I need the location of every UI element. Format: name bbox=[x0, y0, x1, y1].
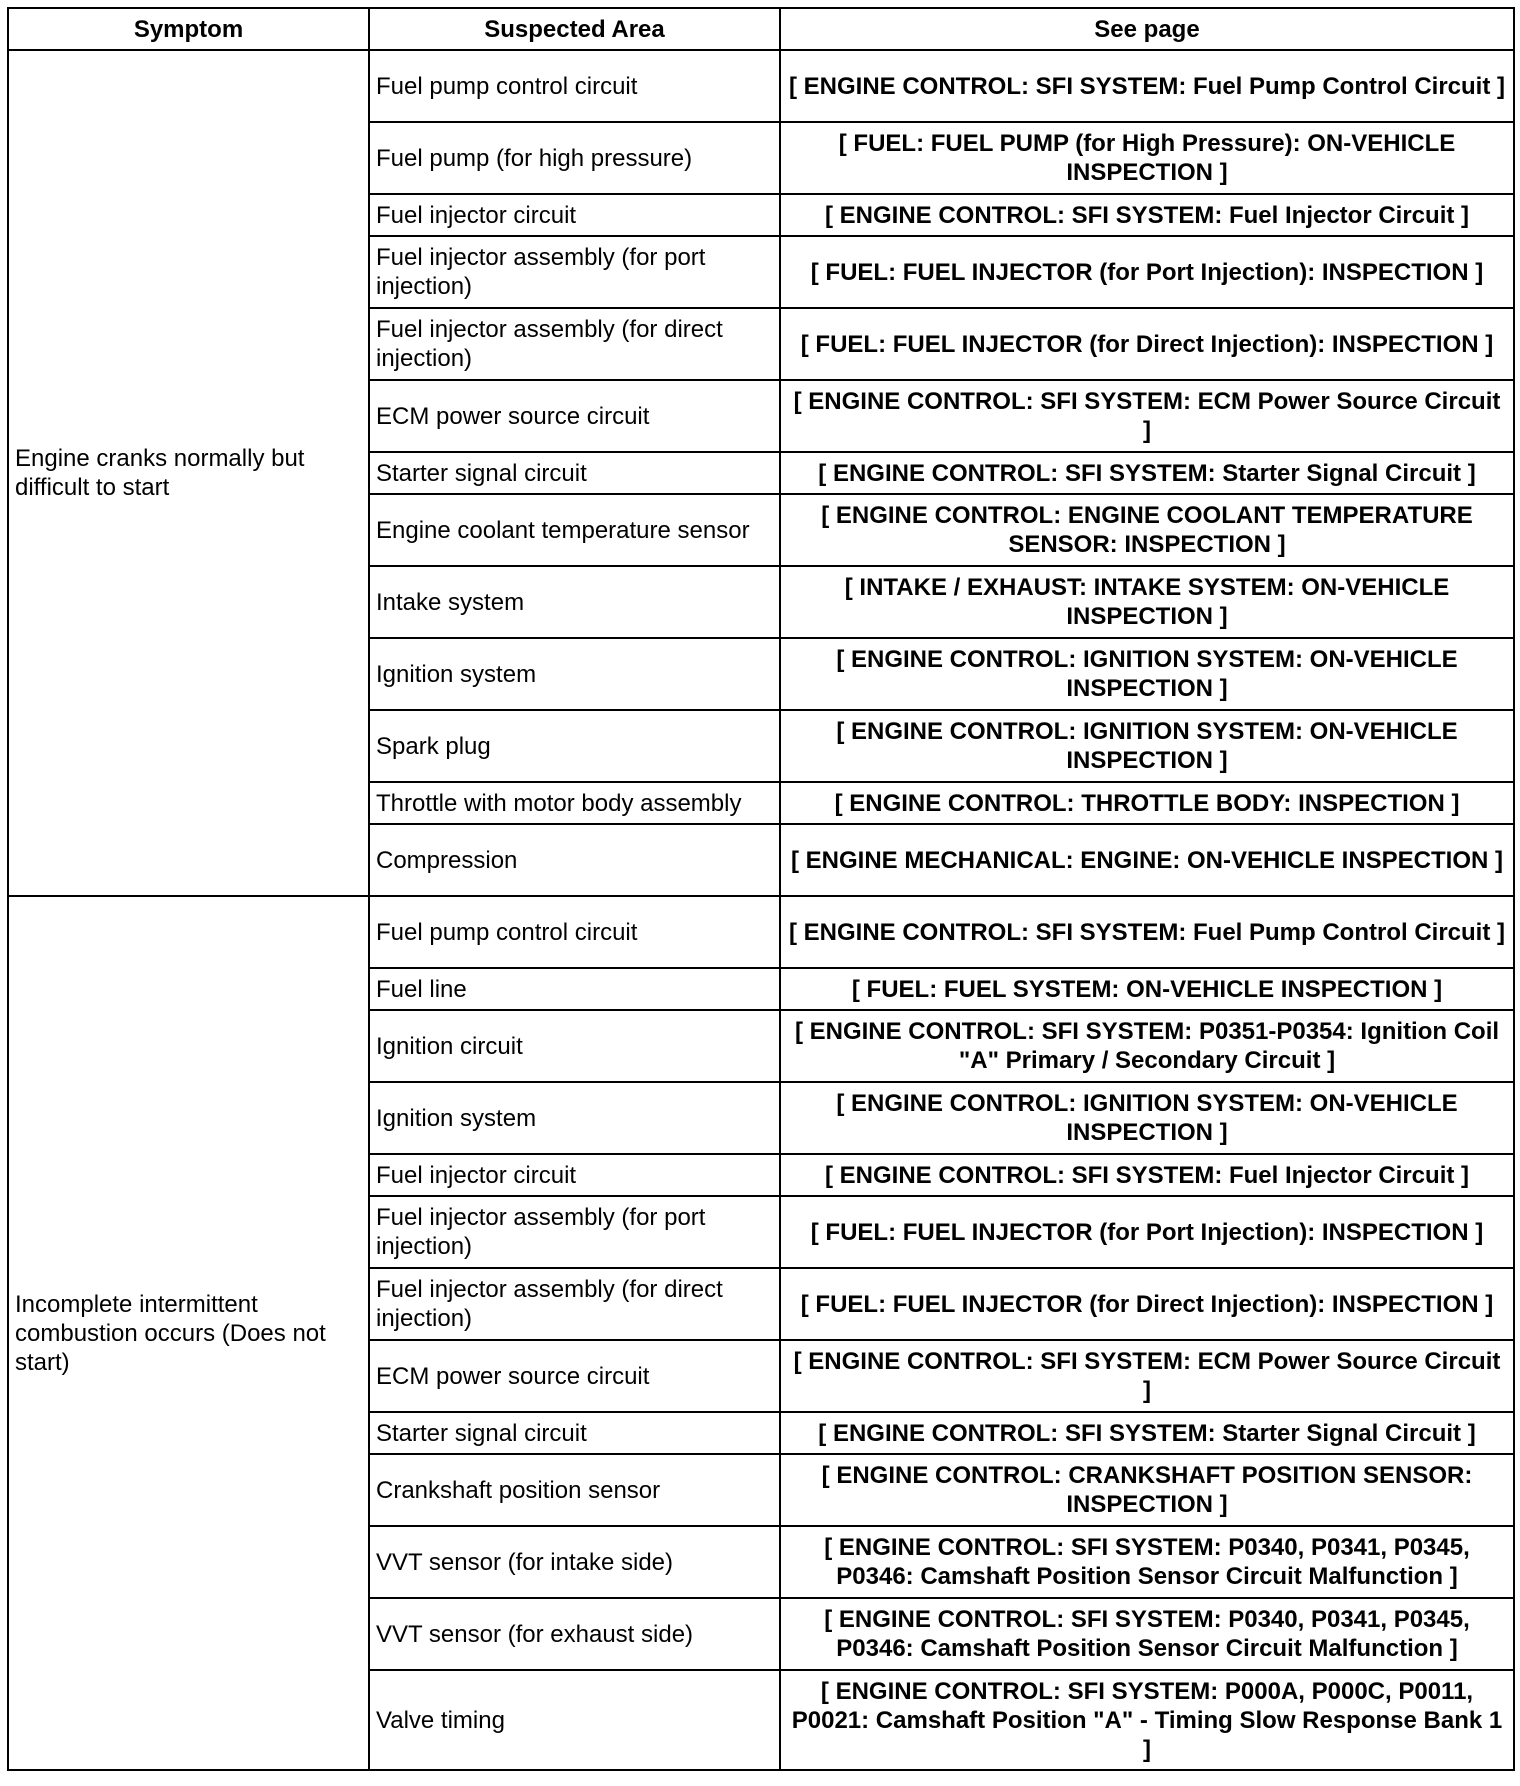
symptom-cell: Incomplete intermittent combustion occurs (Does not start) bbox=[8, 896, 369, 1770]
suspected-area-cell: ECM power source circuit bbox=[369, 380, 780, 452]
suspected-area-cell: Fuel injector assembly (for port injection) bbox=[369, 236, 780, 308]
see-page-link[interactable]: [ ENGINE CONTROL: SFI SYSTEM: Fuel Pump Control Circuit ] bbox=[780, 896, 1514, 968]
see-page-link[interactable]: [ FUEL: FUEL INJECTOR (for Port Injection): INSPECTION ] bbox=[780, 236, 1514, 308]
suspected-area-cell: Fuel injector circuit bbox=[369, 194, 780, 236]
suspected-area-cell: Fuel line bbox=[369, 968, 780, 1010]
suspected-area-cell: Spark plug bbox=[369, 710, 780, 782]
suspected-area-cell: Compression bbox=[369, 824, 780, 896]
see-page-link[interactable]: [ ENGINE CONTROL: SFI SYSTEM: Starter Signal Circuit ] bbox=[780, 1412, 1514, 1454]
see-page-link[interactable]: [ ENGINE CONTROL: SFI SYSTEM: P0340, P0341, P0345, P0346: Camshaft Position Sensor Circuit Malfunction ] bbox=[780, 1526, 1514, 1598]
see-page-link[interactable]: [ FUEL: FUEL PUMP (for High Pressure): ON-VEHICLE INSPECTION ] bbox=[780, 122, 1514, 194]
see-page-link[interactable]: [ ENGINE CONTROL: SFI SYSTEM: P000A, P000C, P0011, P0021: Camshaft Position "A" - Timing Slow Response Bank 1 ] bbox=[780, 1670, 1514, 1770]
see-page-link[interactable]: [ ENGINE CONTROL: SFI SYSTEM: Fuel Injector Circuit ] bbox=[780, 194, 1514, 236]
suspected-area-cell: Fuel injector assembly (for direct injection) bbox=[369, 1268, 780, 1340]
table-row bbox=[8, 896, 1514, 968]
see-page-link[interactable]: [ ENGINE CONTROL: SFI SYSTEM: Fuel Injector Circuit ] bbox=[780, 1154, 1514, 1196]
see-page-link[interactable]: [ ENGINE CONTROL: ENGINE COOLANT TEMPERATURE SENSOR: INSPECTION ] bbox=[780, 494, 1514, 566]
suspected-area-cell: VVT sensor (for intake side) bbox=[369, 1526, 780, 1598]
see-page-link[interactable]: [ FUEL: FUEL INJECTOR (for Direct Injection): INSPECTION ] bbox=[780, 308, 1514, 380]
suspected-area-cell: Starter signal circuit bbox=[369, 452, 780, 494]
see-page-link[interactable]: [ ENGINE CONTROL: SFI SYSTEM: Starter Signal Circuit ] bbox=[780, 452, 1514, 494]
header-see-page: See page bbox=[780, 8, 1514, 50]
see-page-link[interactable]: [ ENGINE CONTROL: IGNITION SYSTEM: ON-VEHICLE INSPECTION ] bbox=[780, 638, 1514, 710]
table-row bbox=[8, 50, 1514, 122]
suspected-area-cell: ECM power source circuit bbox=[369, 1340, 780, 1412]
suspected-area-cell: Ignition circuit bbox=[369, 1010, 780, 1082]
see-page-link[interactable]: [ INTAKE / EXHAUST: INTAKE SYSTEM: ON-VEHICLE INSPECTION ] bbox=[780, 566, 1514, 638]
see-page-link[interactable]: [ ENGINE CONTROL: CRANKSHAFT POSITION SENSOR: INSPECTION ] bbox=[780, 1454, 1514, 1526]
suspected-area-cell: Ignition system bbox=[369, 1082, 780, 1154]
suspected-area-cell: Valve timing bbox=[369, 1670, 780, 1770]
see-page-link[interactable]: [ ENGINE CONTROL: SFI SYSTEM: P0340, P0341, P0345, P0346: Camshaft Position Sensor Circuit Malfunction ] bbox=[780, 1598, 1514, 1670]
header-row bbox=[8, 8, 1514, 50]
suspected-area-cell: Fuel injector circuit bbox=[369, 1154, 780, 1196]
symptom-table bbox=[7, 7, 1515, 1771]
suspected-area-cell: VVT sensor (for exhaust side) bbox=[369, 1598, 780, 1670]
suspected-area-cell: Throttle with motor body assembly bbox=[369, 782, 780, 824]
see-page-link[interactable]: [ ENGINE CONTROL: SFI SYSTEM: P0351-P0354: Ignition Coil "A" Primary / Secondary Circuit ] bbox=[780, 1010, 1514, 1082]
see-page-link[interactable]: [ FUEL: FUEL INJECTOR (for Direct Injection): INSPECTION ] bbox=[780, 1268, 1514, 1340]
suspected-area-cell: Ignition system bbox=[369, 638, 780, 710]
see-page-link[interactable]: [ ENGINE CONTROL: SFI SYSTEM: Fuel Pump Control Circuit ] bbox=[780, 50, 1514, 122]
suspected-area-cell: Crankshaft position sensor bbox=[369, 1454, 780, 1526]
header-symptom: Symptom bbox=[8, 8, 369, 50]
document-page bbox=[7, 7, 1513, 1771]
see-page-link[interactable]: [ ENGINE CONTROL: IGNITION SYSTEM: ON-VEHICLE INSPECTION ] bbox=[780, 710, 1514, 782]
suspected-area-cell: Fuel injector assembly (for port injection) bbox=[369, 1196, 780, 1268]
suspected-area-cell: Starter signal circuit bbox=[369, 1412, 780, 1454]
header-suspected-area: Suspected Area bbox=[369, 8, 780, 50]
see-page-link[interactable]: [ ENGINE CONTROL: SFI SYSTEM: ECM Power Source Circuit ] bbox=[780, 1340, 1514, 1412]
see-page-link[interactable]: [ ENGINE CONTROL: SFI SYSTEM: ECM Power Source Circuit ] bbox=[780, 380, 1514, 452]
suspected-area-cell: Fuel injector assembly (for direct injection) bbox=[369, 308, 780, 380]
suspected-area-cell: Fuel pump (for high pressure) bbox=[369, 122, 780, 194]
see-page-link[interactable]: [ ENGINE MECHANICAL: ENGINE: ON-VEHICLE INSPECTION ] bbox=[780, 824, 1514, 896]
see-page-link[interactable]: [ ENGINE CONTROL: IGNITION SYSTEM: ON-VEHICLE INSPECTION ] bbox=[780, 1082, 1514, 1154]
see-page-link[interactable]: [ FUEL: FUEL SYSTEM: ON-VEHICLE INSPECTION ] bbox=[780, 968, 1514, 1010]
suspected-area-cell: Fuel pump control circuit bbox=[369, 896, 780, 968]
see-page-link[interactable]: [ ENGINE CONTROL: THROTTLE BODY: INSPECTION ] bbox=[780, 782, 1514, 824]
suspected-area-cell: Fuel pump control circuit bbox=[369, 50, 780, 122]
see-page-link[interactable]: [ FUEL: FUEL INJECTOR (for Port Injection): INSPECTION ] bbox=[780, 1196, 1514, 1268]
symptom-cell: Engine cranks normally but difficult to start bbox=[8, 50, 369, 896]
suspected-area-cell: Intake system bbox=[369, 566, 780, 638]
suspected-area-cell: Engine coolant temperature sensor bbox=[369, 494, 780, 566]
